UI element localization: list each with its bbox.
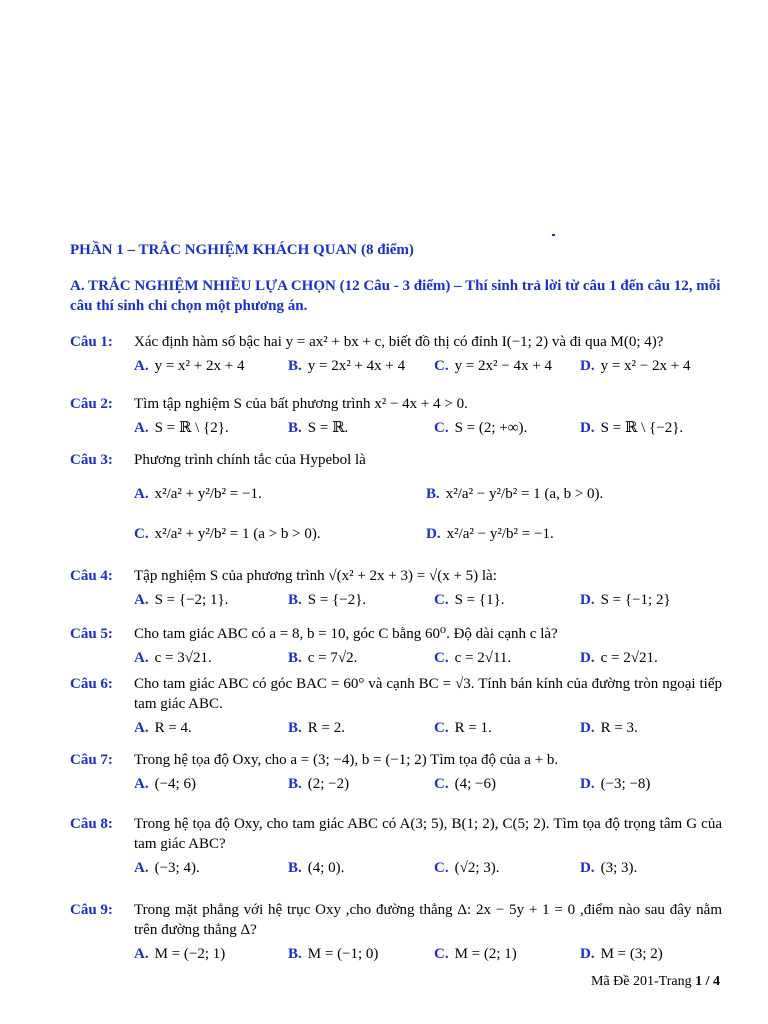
question-label: Câu 9: <box>70 902 113 918</box>
option-b: B. M = (−1; 0) <box>288 946 379 962</box>
option-b: B. y = 2x² + 4x + 4 <box>288 358 406 374</box>
question-label: Câu 2: <box>70 396 113 412</box>
options-row <box>70 944 722 966</box>
options-row <box>70 590 722 612</box>
option-d: D. S = ℝ \ {−2}. <box>580 420 684 436</box>
option-d: D. M = (3; 2) <box>580 946 663 962</box>
option-c: C. y = 2x² − 4x + 4 <box>434 358 552 374</box>
question-1 <box>70 332 722 378</box>
option-d: D. (3; 3). <box>580 860 638 876</box>
option-a: A. M = (−2; 1) <box>134 946 226 962</box>
option-a: A. y = x² + 2x + 4 <box>134 358 245 374</box>
option-a: A. R = 4. <box>134 720 192 736</box>
option-d: D. R = 3. <box>580 720 638 736</box>
question-text: Xác định hàm số bậc hai y = ax² + bx + c, biết đồ thị có đỉnh I(−1; 2) và đi qua M(0; 4)? <box>134 334 664 350</box>
question-label: Câu 4: <box>70 568 113 584</box>
option-d: D. y = x² − 2x + 4 <box>580 358 691 374</box>
section-title: PHẦN 1 – TRẮC NGHIỆM KHÁCH QUAN (8 điểm) <box>70 242 414 258</box>
options-row <box>70 648 722 670</box>
option-a: A. S = ℝ \ {2}. <box>134 420 229 436</box>
options-row <box>70 858 722 880</box>
question-label: Câu 8: <box>70 816 113 832</box>
option-b: B. c = 7√2. <box>288 650 358 666</box>
question-text: Trong hệ tọa độ Oxy, cho tam giác ABC có A(3; 5), B(1; 2), C(5; 2). Tìm tọa độ trọng tâm G của tam giác ABC? <box>134 816 722 852</box>
question-label: Câu 7: <box>70 752 113 768</box>
question-label: Câu 5: <box>70 626 113 642</box>
question-8 <box>70 814 722 880</box>
option-c: C. R = 1. <box>434 720 492 736</box>
question-5 <box>70 624 722 670</box>
question-text: Cho tam giác ABC có góc BAC = 60° và cạnh BC = √3. Tính bán kính của đường tròn ngoại tiếp tam giác ABC. <box>134 676 722 712</box>
page-footer <box>591 974 720 990</box>
option-d: D. S = {−1; 2} <box>580 592 671 608</box>
option-b: B. S = ℝ. <box>288 420 349 436</box>
question-9 <box>70 900 722 966</box>
question-text: Tập nghiệm S của phương trình √(x² + 2x + 3) = √(x + 5) là: <box>134 568 497 584</box>
option-a: A. S = {−2; 1}. <box>134 592 229 608</box>
option-c: C. M = (2; 1) <box>434 946 517 962</box>
option-c: C. x²/a² + y²/b² = 1 (a > b > 0). <box>134 526 321 542</box>
option-a: A. x²/a² + y²/b² = −1. <box>134 486 262 502</box>
options-row <box>70 474 722 514</box>
options-row <box>70 718 722 740</box>
options-row <box>70 774 722 796</box>
question-3 <box>70 450 722 558</box>
option-b: B. x²/a² − y²/b² = 1 (a, b > 0). <box>426 486 604 502</box>
option-c: C. c = 2√11. <box>434 650 512 666</box>
option-c: C. S = {1}. <box>434 592 505 608</box>
question-6 <box>70 674 722 740</box>
question-text: Cho tam giác ABC có a = 8, b = 10, góc C bằng 60⁰. Độ dài cạnh c là? <box>134 626 558 642</box>
option-b: B. (4; 0). <box>288 860 345 876</box>
option-a: A. (−4; 6) <box>134 776 196 792</box>
exam-code: Mã Đề 201-Trang <box>591 974 696 989</box>
section-subtitle: A. TRẮC NGHIỆM NHIỀU LỰA CHỌN (12 Câu - 3 điểm) – Thí sinh trả lời từ câu 1 đến câu 12, mỗi câu thí sinh chỉ chọn một phương án. <box>70 278 721 314</box>
question-label: Câu 3: <box>70 452 113 468</box>
page-number: 1 / 4 <box>695 974 720 989</box>
option-d: D. (−3; −8) <box>580 776 651 792</box>
options-row <box>70 418 722 440</box>
question-7 <box>70 750 722 796</box>
question-2 <box>70 394 722 440</box>
options-row <box>70 518 722 558</box>
question-text: Trong mặt phẳng với hệ trục Oxy ,cho đường thẳng Δ: 2x − 5y + 1 = 0 ,điểm nào sau đây nằm trên đường thẳng Δ? <box>134 902 722 938</box>
option-b: B. R = 2. <box>288 720 345 736</box>
option-d: D. c = 2√21. <box>580 650 658 666</box>
question-text: Phương trình chính tắc của Hypebol là <box>134 452 366 468</box>
options-row <box>70 356 722 378</box>
option-c: C. (4; −6) <box>434 776 496 792</box>
option-b: B. (2; −2) <box>288 776 350 792</box>
option-c: C. S = (2; +∞). <box>434 420 528 436</box>
option-a: A. c = 3√21. <box>134 650 212 666</box>
option-b: B. S = {−2}. <box>288 592 367 608</box>
option-a: A. (−3; 4). <box>134 860 200 876</box>
option-c: C. (√2; 3). <box>434 860 500 876</box>
question-label: Câu 1: <box>70 334 113 350</box>
question-label: Câu 6: <box>70 676 113 692</box>
question-text: Trong hệ tọa độ Oxy, cho a = (3; −4), b = (−1; 2) Tìm tọa độ của a + b. <box>134 752 559 768</box>
question-text: Tìm tập nghiệm S của bất phương trình x² − 4x + 4 > 0. <box>134 396 468 412</box>
question-4 <box>70 566 722 612</box>
option-d: D. x²/a² − y²/b² = −1. <box>426 526 554 542</box>
stray-mark <box>552 234 555 236</box>
